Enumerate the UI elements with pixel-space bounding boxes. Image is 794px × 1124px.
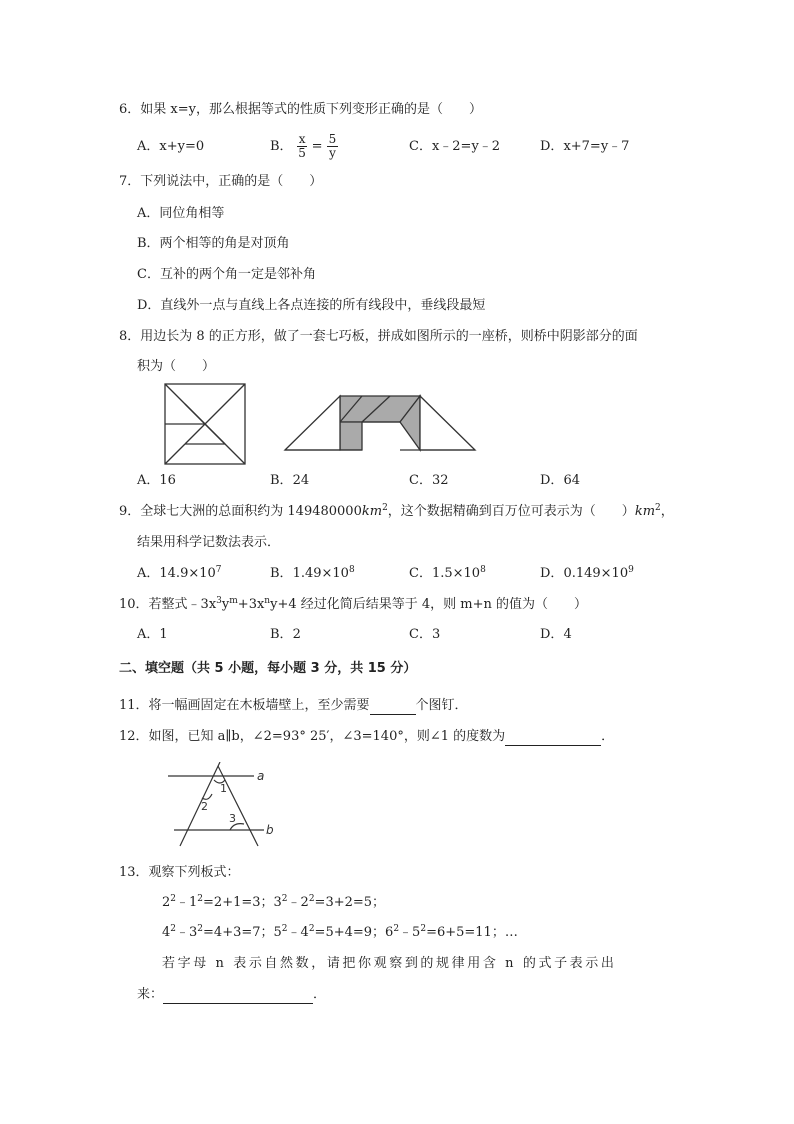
exponent: 3 xyxy=(216,596,222,606)
fraction-numerator: x xyxy=(298,132,306,146)
exponent: 2 xyxy=(308,924,315,934)
q9-option-a xyxy=(137,565,222,583)
q7-option-d: D．直线外一点与直线上各点连接的所有线段中，垂线段最短 xyxy=(137,298,486,313)
q8-option-a xyxy=(137,472,176,490)
q9-stem-part1: 9．全球七大洲的总面积约为 149480000 xyxy=(119,504,362,519)
math-text: ﹣2 xyxy=(287,895,309,910)
option-label: A． xyxy=(137,139,160,154)
math-text: ﹣3 xyxy=(176,925,198,940)
q12-figure xyxy=(160,762,290,848)
q9-stem-line1 xyxy=(119,503,674,521)
exponent: 2 xyxy=(308,894,315,904)
q8-figure xyxy=(160,382,480,468)
q13-paragraph-line1: 若字母 n 表示自然数，请把你观察到的规律用含 n 的式子表示出 xyxy=(162,956,617,971)
option-label: B． xyxy=(270,139,293,154)
q13-stem: 13．观察下列板式： xyxy=(119,865,240,880)
unit-exponent: 2 xyxy=(655,503,661,513)
option-base: 0.149×10 xyxy=(563,566,629,581)
q8-stem-line1: 8．用边长为 8 的正方形，做了一套七巧板，拼成如图所示的一座桥，则桥中阴影部分的面 xyxy=(119,329,638,344)
q9-stem-end: ， xyxy=(660,504,674,519)
q10-term: +3x xyxy=(237,597,265,612)
q7-stem: 7．下列说法中，正确的是（ ） xyxy=(119,174,323,189)
q10-option-a xyxy=(137,626,168,644)
q9-stem-part2: ，这个数据精确到百万位可表示为（ ） xyxy=(387,504,635,519)
option-text: 1 xyxy=(159,627,168,642)
q6-stem: 6．如果 x=y，那么根据等式的性质下列变形正确的是（ ） xyxy=(119,102,482,117)
exponent: 2 xyxy=(197,924,204,934)
math-text: =6+5=11；… xyxy=(426,925,518,940)
fraction-denominator: 5 xyxy=(298,146,306,160)
q10-variable: y xyxy=(221,597,230,612)
option-label: B． xyxy=(270,566,293,581)
q9-option-d xyxy=(540,565,634,583)
option-text: 32 xyxy=(431,473,449,488)
answer-blank[interactable] xyxy=(505,731,601,746)
math-text: =3+2=5； xyxy=(314,895,386,910)
unit: km xyxy=(634,504,656,519)
q6-option-b xyxy=(270,131,338,163)
exponent: 2 xyxy=(393,924,400,934)
option-label: A． xyxy=(137,473,160,488)
math-text: 2 xyxy=(162,895,171,910)
option-label: A． xyxy=(137,566,160,581)
q9-option-b xyxy=(270,565,355,583)
exponent: 2 xyxy=(197,894,204,904)
option-label: B． xyxy=(270,627,293,642)
tangram-bridge xyxy=(285,396,475,450)
option-base: 1.49×10 xyxy=(292,566,349,581)
q6-option-a xyxy=(137,138,204,156)
q13-row2 xyxy=(162,924,518,942)
exponent: m xyxy=(229,596,238,606)
option-text: 24 xyxy=(292,473,310,488)
math-text: ﹣4 xyxy=(287,925,309,940)
q8-option-d xyxy=(540,472,580,490)
q8-stem-line2: 积为（ ） xyxy=(137,359,216,374)
answer-blank[interactable] xyxy=(163,989,313,1004)
exponent: n xyxy=(264,596,271,606)
q12-stem xyxy=(119,728,614,746)
math-text: ﹣5 xyxy=(399,925,421,940)
q13-paragraph-line2 xyxy=(137,986,326,1004)
option-label: C． xyxy=(409,473,432,488)
option-exponent: 7 xyxy=(215,565,222,575)
option-label: D． xyxy=(540,566,564,581)
exponent: 2 xyxy=(281,924,288,934)
q13-line2-after: ． xyxy=(313,987,327,1002)
option-text: 64 xyxy=(563,473,580,488)
option-base: 14.9×10 xyxy=(159,566,216,581)
math-text: =5+4=9；6 xyxy=(314,925,394,940)
q10-prefix: 10．若整式﹣3x xyxy=(119,597,217,612)
section-title: 二、填空题（共 5 小题，每小题 3 分，共 15 分） xyxy=(119,661,417,676)
answer-blank[interactable] xyxy=(370,700,416,715)
label-a: a xyxy=(257,769,265,783)
exponent: 2 xyxy=(281,894,288,904)
option-text: 3 xyxy=(431,627,441,642)
option-label: D． xyxy=(540,627,564,642)
equals-sign: = xyxy=(311,139,323,154)
option-text: 4 xyxy=(563,627,572,642)
unit-exponent: 2 xyxy=(382,503,388,513)
exponent: 2 xyxy=(170,924,177,934)
label-angle-3: 3 xyxy=(229,812,236,825)
option-label: C． xyxy=(409,566,432,581)
option-exponent: 8 xyxy=(480,565,486,575)
option-label: C． xyxy=(409,139,432,154)
q11-after: 个图钉． xyxy=(415,698,468,713)
q13-row1 xyxy=(162,894,385,912)
fraction-numerator: 5 xyxy=(328,132,337,146)
q11-stem xyxy=(119,697,468,715)
q6-option-c xyxy=(409,138,500,156)
tangram-square xyxy=(165,384,245,464)
option-text: 16 xyxy=(159,473,176,488)
fraction-left xyxy=(297,133,308,160)
label-angle-2: 2 xyxy=(201,800,208,813)
option-base: 1.5×10 xyxy=(431,566,481,581)
q11-before: 11．将一幅画固定在木板墙壁上，至少需要 xyxy=(119,698,370,713)
q7-option-c: C．互补的两个角一定是邻补角 xyxy=(137,267,316,282)
q10-stem xyxy=(119,596,587,614)
transversal-left xyxy=(180,762,220,846)
exponent: 2 xyxy=(170,894,177,904)
q8-option-c xyxy=(409,472,449,490)
math-text: =2+1=3；3 xyxy=(203,895,282,910)
math-text: ﹣1 xyxy=(176,895,198,910)
q10-option-b xyxy=(270,626,301,644)
q10-option-c xyxy=(409,626,440,644)
q10-option-d xyxy=(540,626,572,644)
q9-stem-line2: 结果用科学记数法表示． xyxy=(137,535,281,550)
label-angle-1: 1 xyxy=(220,782,227,795)
option-label: D． xyxy=(540,473,564,488)
q7-option-b: B．两个相等的角是对顶角 xyxy=(137,236,290,251)
q6-option-d xyxy=(540,138,629,156)
fraction-denominator: y xyxy=(329,146,336,160)
q12-after: ． xyxy=(601,729,615,744)
option-exponent: 9 xyxy=(628,565,634,575)
option-text: x﹣2=y﹣2 xyxy=(431,139,501,154)
fraction-right xyxy=(327,133,339,160)
option-label: C． xyxy=(409,627,432,642)
q8-option-b xyxy=(270,472,309,490)
transversal-right xyxy=(218,766,258,846)
option-text: x+y=0 xyxy=(159,139,205,154)
q12-before: 12．如图，已知 a∥b，∠2=93° 25′，∠3=140°，则∠1 的度数为 xyxy=(119,729,506,744)
q9-option-c xyxy=(409,565,486,583)
option-text: x+7=y﹣7 xyxy=(563,139,630,154)
option-label: B． xyxy=(270,473,293,488)
q10-suffix: y+4 经过化简后结果等于 4，则 m+n 的值为（ ） xyxy=(270,597,587,612)
math-text: =4+3=7；5 xyxy=(203,925,282,940)
unit: km xyxy=(361,504,383,519)
q13-line2-before: 来： xyxy=(137,987,164,1002)
q7-option-a: A．同位角相等 xyxy=(137,206,225,221)
exponent: 2 xyxy=(420,924,427,934)
option-label: D． xyxy=(540,139,564,154)
math-text: 4 xyxy=(162,925,171,940)
label-b: b xyxy=(266,823,274,837)
option-text: 2 xyxy=(292,627,301,642)
option-label: A． xyxy=(137,627,160,642)
option-exponent: 8 xyxy=(348,565,355,575)
